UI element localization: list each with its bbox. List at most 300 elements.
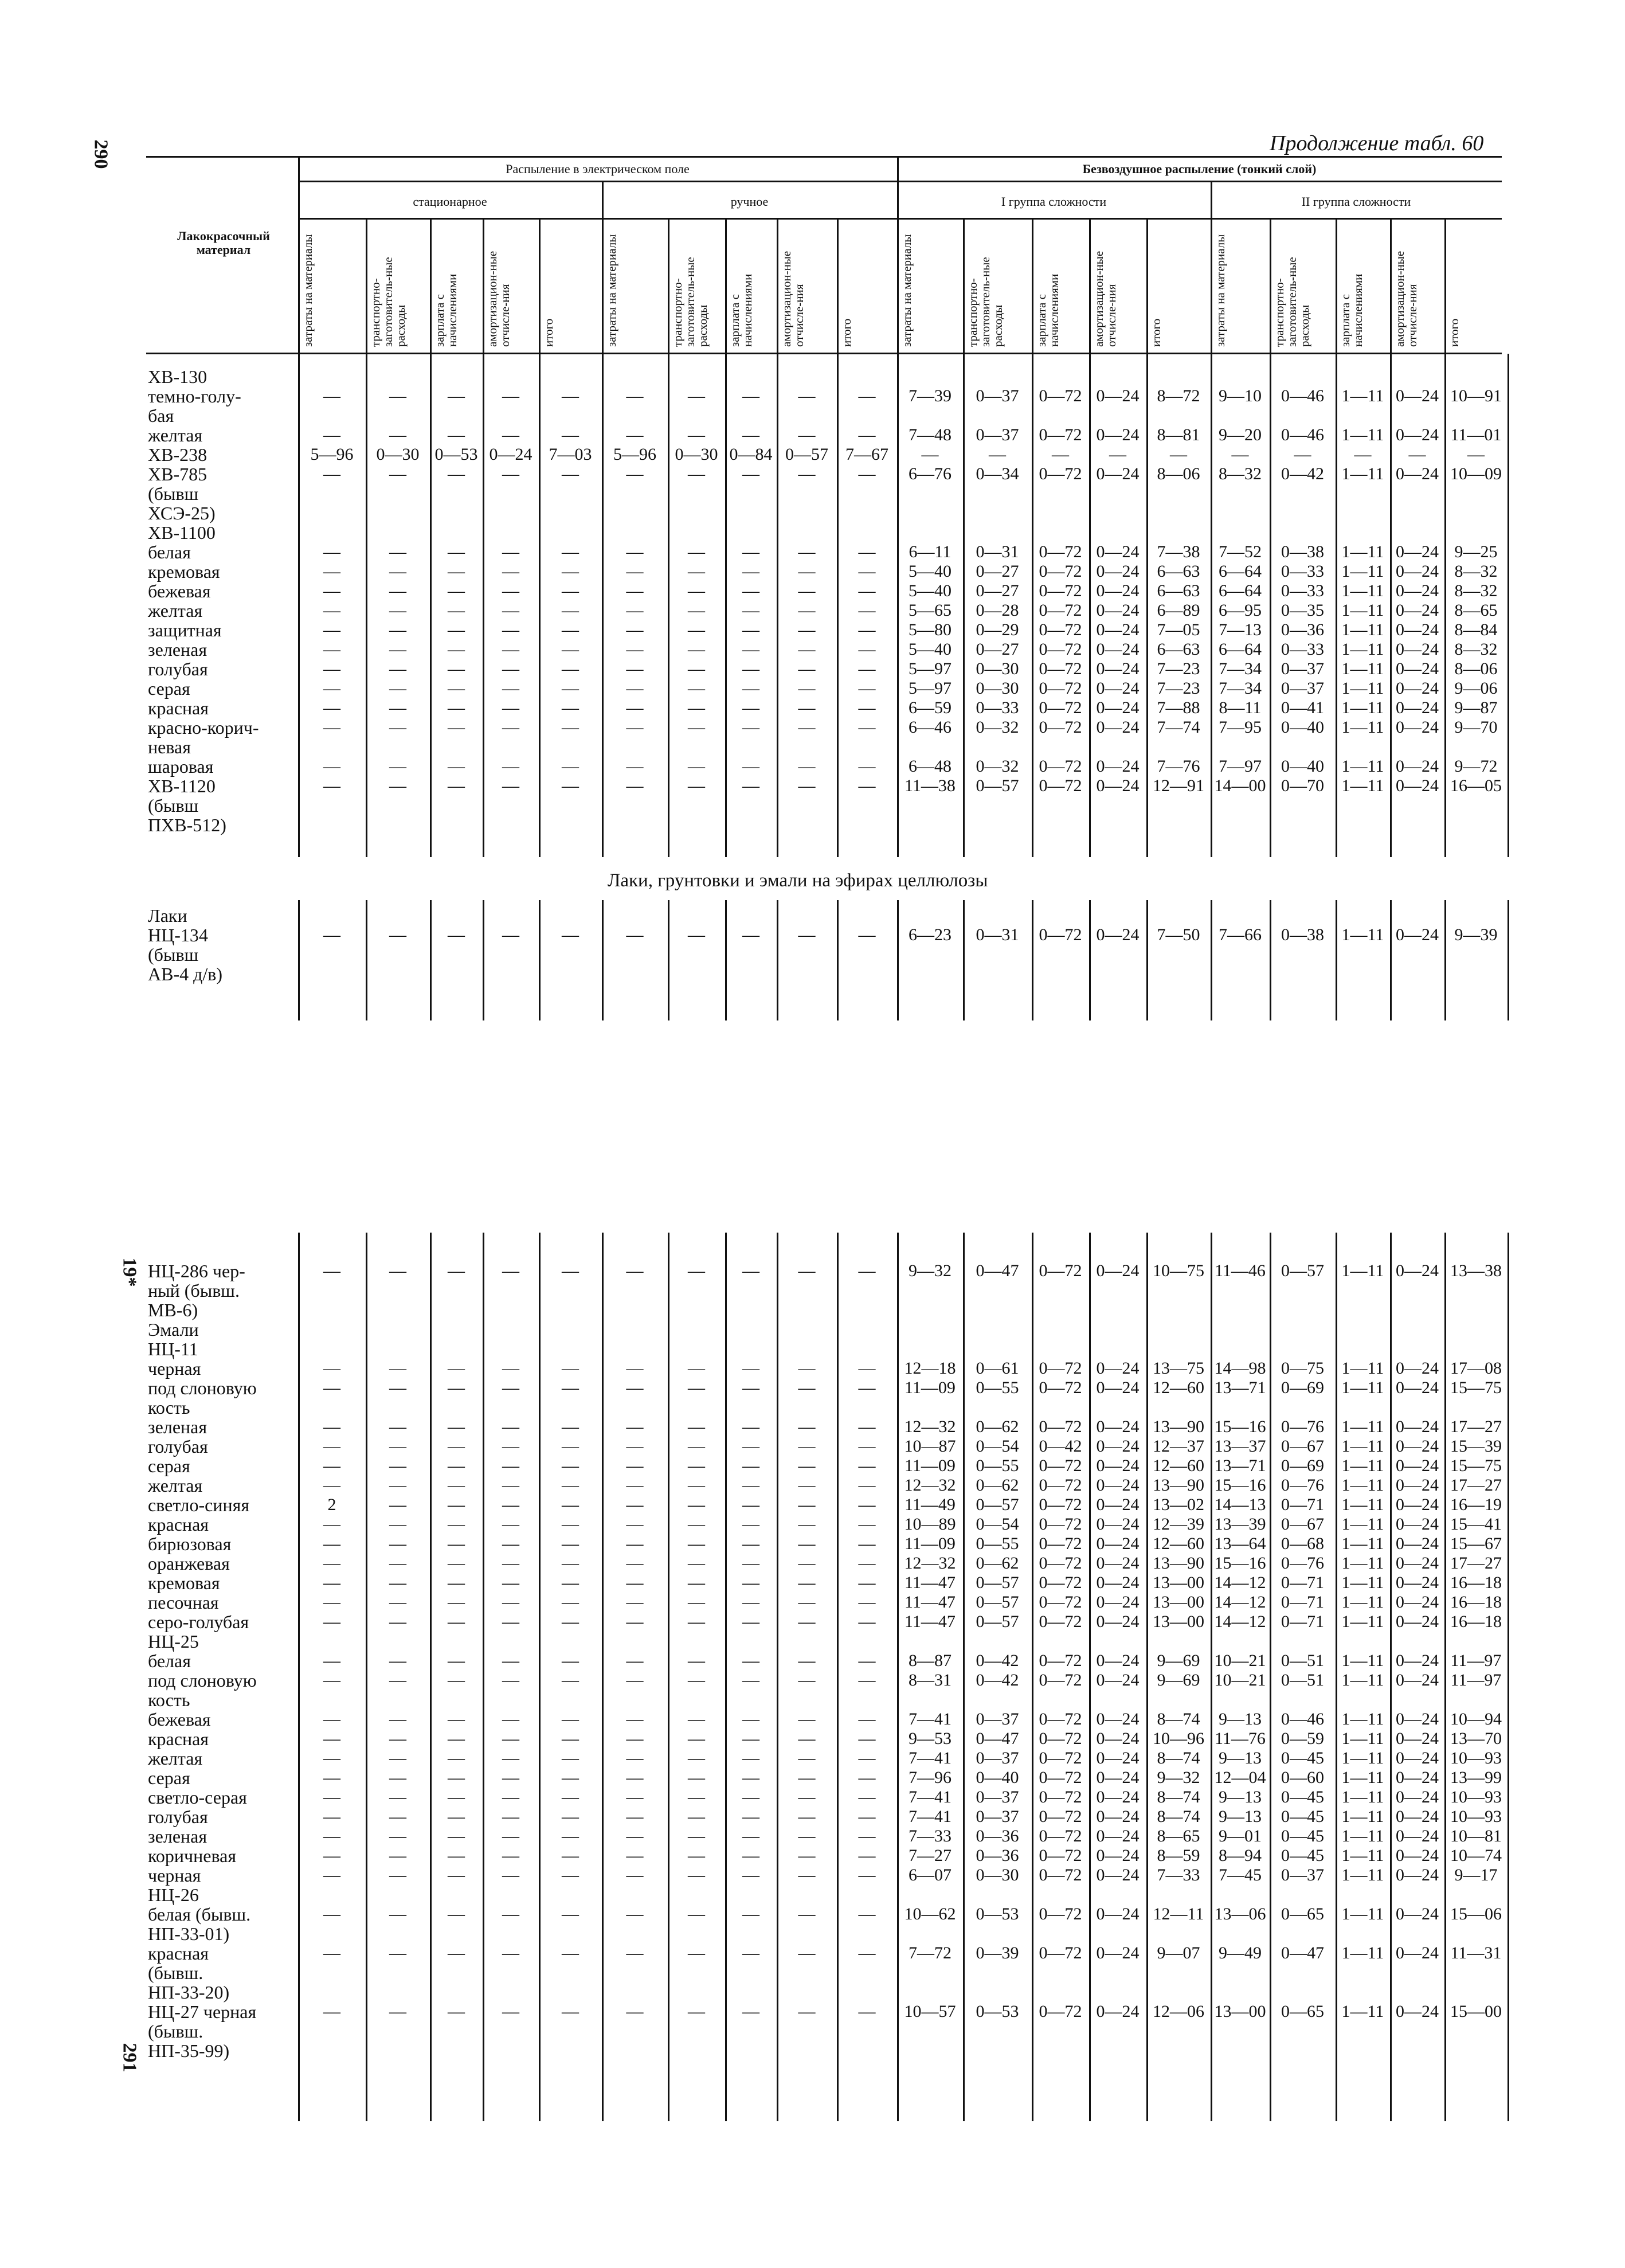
table-cell: 0—31 [976,542,1019,561]
table-cell: 9—53 [909,1729,951,1748]
table-cell: 0—71 [1281,1593,1324,1612]
table-cell: 7—34 [1219,679,1262,698]
table-cell: 9—87 [1454,698,1498,717]
table-cell: — [323,1827,340,1845]
table-cell: 13—64 [1214,1534,1266,1553]
table-cell: — [688,1768,705,1787]
body-column-divider [1211,1233,1212,2121]
table-cell: — [858,1710,876,1729]
table-cell: — [502,1827,519,1845]
table-cell: — [688,1456,705,1475]
table-cell: — [448,1261,465,1280]
body-column-divider [668,1233,669,2121]
table-cell: — [798,1749,816,1768]
body-column-divider [298,1233,300,2121]
table-cell: 0—24 [1096,1651,1140,1670]
table-cell: 0—32 [976,757,1019,776]
table-cell: 12—60 [1153,1378,1204,1397]
table-cell: — [798,620,816,639]
table-cell: 0—24 [1396,1515,1439,1534]
table-cell: 0—71 [1281,1573,1324,1592]
table-cell: 0—76 [1281,1554,1324,1573]
table-cell: — [742,620,759,639]
table-cell: — [798,1554,816,1573]
table-cell: — [989,445,1006,464]
table-cell: — [448,1866,465,1884]
table-cell: 0—24 [1096,1729,1140,1748]
table-cell: 9—25 [1454,542,1498,561]
table-cell: 17—27 [1450,1554,1502,1573]
body-column-divider [602,1233,604,2121]
table-cell: — [688,757,705,776]
table-cell: — [389,1495,406,1514]
table-cell: 0—30 [376,445,420,464]
table-cell: 0—24 [1096,1534,1140,1553]
table-cell: 0—31 [976,925,1019,944]
table-cell: — [688,1807,705,1826]
row-label: белая (бывш. [148,1904,251,1925]
table-cell: — [688,620,705,639]
row-label: белая [148,1651,191,1671]
table-cell: — [448,776,465,795]
body-column-divider [777,1233,778,2121]
table-cell: — [448,581,465,600]
table-cell: 11—38 [904,776,956,795]
body-column-divider [1507,1233,1509,2121]
table-cell: 0—72 [1039,562,1082,581]
table-cell: — [858,679,876,698]
body-column-divider [539,1233,541,2121]
table-cell: — [626,1515,644,1534]
table-cell: 0—24 [1096,1476,1140,1495]
column-header: транспортно-заготовитель-ные расходы [1272,257,1312,347]
table-cell: — [389,1866,406,1884]
table-cell: 2 [327,1495,336,1514]
table-cell: — [798,1651,816,1670]
row-label: серая [148,1456,190,1476]
table-cell: 14—00 [1214,776,1266,795]
table-cell: — [742,659,759,678]
table-cell: 8—87 [909,1651,951,1670]
table-cell: — [562,1261,579,1280]
table-cell: — [858,925,876,944]
table-cell: 9—69 [1157,1671,1200,1690]
table-cell: 7—45 [1219,1866,1262,1884]
table-cell: 8—81 [1157,425,1200,444]
table-cell: 8—74 [1157,1807,1200,1826]
table-cell: — [858,1729,876,1748]
row-label: (бывш [148,944,199,965]
table-cell: — [626,698,644,717]
table-cell: 5—40 [909,581,951,600]
body-column-divider [298,900,300,1020]
table-cell: 1—11 [1341,464,1384,483]
table-cell: 7—50 [1157,925,1200,944]
table-cell: 9—39 [1454,925,1498,944]
table-cell: 1—11 [1341,1534,1384,1553]
body-column-divider [777,354,778,857]
table-cell: 0—24 [1096,640,1140,659]
table-cell: 12—60 [1153,1534,1204,1553]
table-cell: 11—76 [1215,1729,1266,1748]
table-cell: — [688,1417,705,1436]
table-cell: — [448,1554,465,1573]
table-cell: 0—24 [1396,679,1439,698]
header-column-divider [539,218,541,353]
table-cell: — [798,1827,816,1845]
row-label: желтая [148,1748,203,1769]
table-cell: 0—67 [1281,1437,1324,1456]
table-cell: — [389,1554,406,1573]
header-column-divider [483,218,484,353]
table-cell: 9—07 [1157,1944,1200,1962]
table-cell: — [389,386,406,405]
body-column-divider [963,900,965,1020]
table-cell: 6—23 [909,925,951,944]
table-cell: — [502,1768,519,1787]
table-cell: — [798,1671,816,1690]
row-label: черная [148,1865,201,1886]
table-cell: 0—62 [976,1476,1019,1495]
table-cell: 0—24 [1396,1944,1439,1962]
table-cell: 0—24 [1096,1359,1140,1378]
table-cell: — [389,1807,406,1826]
table-cell: — [688,562,705,581]
row-label: серая [148,678,190,699]
table-cell: — [502,1573,519,1592]
table-cell: — [389,1612,406,1631]
table-cell: 0—36 [1281,620,1324,639]
table-cell: 1—11 [1341,1768,1384,1787]
table-cell: 11—97 [1450,1671,1502,1690]
table-cell: 15—67 [1450,1534,1502,1553]
table-cell: — [742,1612,759,1631]
table-cell: — [562,1768,579,1787]
table-cell: — [626,1534,644,1553]
table-cell: — [389,925,406,944]
table-cell: 8—65 [1157,1827,1200,1845]
table-cell: — [323,1476,340,1495]
table-cell: — [502,1359,519,1378]
table-cell: 0—24 [1396,925,1439,944]
table-cell: — [502,1651,519,1670]
row-label: серо-голубая [148,1612,249,1632]
table-cell: — [502,601,519,620]
table-cell: 0—72 [1039,1749,1082,1768]
table-cell: 0—76 [1281,1476,1324,1495]
header-column-divider [1032,218,1033,353]
table-cell: 0—24 [1096,542,1140,561]
table-cell: 13—00 [1153,1593,1204,1612]
table-cell: 0—24 [1396,1710,1439,1729]
table-cell: 12—91 [1153,776,1204,795]
table-cell: — [389,776,406,795]
table-cell: — [448,1749,465,1768]
table-cell: 1—11 [1341,1554,1384,1573]
column-header: затраты на материалы [1213,234,1227,347]
table-cell: — [742,679,759,698]
table-cell: 0—24 [1096,581,1140,600]
row-label: Эмали [148,1319,199,1340]
table-cell: 0—24 [1396,698,1439,717]
table-cell: 9—69 [1157,1651,1200,1670]
table-cell: — [626,1495,644,1514]
table-cell: — [626,1417,644,1436]
row-label: НЦ-286 чер- [148,1261,245,1281]
table-cell: 0—37 [976,1710,1019,1729]
body-column-divider [1390,900,1392,1020]
table-cell: 0—72 [1039,464,1082,483]
table-cell: 0—24 [1096,1905,1140,1923]
table-cell: — [562,1729,579,1748]
table-cell: 6—95 [1219,601,1262,620]
table-cell: — [798,1866,816,1884]
table-cell: 1—11 [1341,1651,1384,1670]
row-label: бая [148,405,174,426]
table-cell: 0—30 [976,679,1019,698]
table-cell: 1—11 [1341,925,1384,944]
table-cell: — [562,1651,579,1670]
table-cell: 1—11 [1341,1710,1384,1729]
row-label: НП-33-20) [148,1982,230,2003]
table-cell: 10—87 [904,1437,956,1456]
table-cell: — [798,776,816,795]
body-column-divider [1270,900,1271,1020]
table-cell: — [1109,445,1126,464]
table-cell: — [323,464,340,483]
row-label: черная [148,1358,201,1379]
body-column-divider [1507,900,1509,1020]
table-cell: 12—04 [1214,1768,1266,1787]
table-cell: — [742,1905,759,1923]
table-cell: 0—35 [1281,601,1324,620]
table-cell: 9—06 [1454,679,1498,698]
body-column-divider [430,1233,432,2121]
table-cell: — [502,1417,519,1436]
table-cell: 0—75 [1281,1359,1324,1378]
row-label: АВ-4 д/в) [148,964,223,984]
table-cell: — [688,581,705,600]
table-cell: 1—11 [1341,1807,1384,1826]
table-cell: — [798,757,816,776]
table-cell: — [502,1495,519,1514]
table-cell: — [323,1846,340,1865]
table-cell: — [798,1807,816,1826]
body-column-divider [963,354,965,857]
table-cell: 0—72 [1039,1612,1082,1631]
table-cell: 0—24 [1396,718,1439,737]
table-cell: 0—68 [1281,1534,1324,1553]
table-cell: — [858,1573,876,1592]
table-cell: — [798,1417,816,1436]
table-cell: 0—42 [1281,464,1324,483]
table-cell: — [858,1768,876,1787]
column-header: амортизацион-ные отчисле-ния [1393,251,1420,347]
table-cell: — [323,1378,340,1397]
table-cell: — [626,1261,644,1280]
table-cell: — [389,718,406,737]
table-cell: — [688,1710,705,1729]
row-label: красно-корич- [148,717,259,738]
row-label: НЦ-25 [148,1631,199,1652]
table-cell: 1—11 [1341,1671,1384,1690]
section-title: Лаки, грунтовки и эмали на эфирах целлюлозы [608,870,988,891]
row-label: (бывш. [148,1962,203,1983]
table-cell: — [742,925,759,944]
table-cell: 0—24 [1096,757,1140,776]
table-cell: 0—24 [1096,425,1140,444]
table-cell: — [688,1905,705,1923]
row-label: коричневая [148,1845,237,1866]
table-cell: — [798,581,816,600]
table-cell: 0—41 [1281,698,1324,717]
table-cell: 11—09 [904,1534,956,1553]
table-cell: 1—11 [1341,757,1384,776]
table-cell: — [626,1554,644,1573]
table-cell: 7—66 [1219,925,1262,944]
table-cell: — [858,1905,876,1923]
table-cell: 10—21 [1214,1651,1266,1670]
table-cell: — [389,1749,406,1768]
table-cell: 0—38 [1281,925,1324,944]
table-cell: — [626,1710,644,1729]
table-cell: 0—24 [1396,1905,1439,1923]
table-cell: 0—72 [1039,1846,1082,1865]
table-cell: 16—18 [1450,1593,1502,1612]
table-cell: — [562,1476,579,1495]
table-cell: — [448,1378,465,1397]
table-cell: 0—72 [1039,776,1082,795]
table-cell: 0—24 [1396,640,1439,659]
table-continuation-title: Продолжение табл. 60 [1270,131,1484,155]
table-cell: — [858,1944,876,1962]
table-cell: 0—72 [1039,1866,1082,1884]
table-cell: — [389,1359,406,1378]
table-cell: — [626,1612,644,1631]
body-column-divider [837,900,839,1020]
table-cell: — [688,1437,705,1456]
table-cell: 0—45 [1281,1807,1324,1826]
table-cell: — [858,562,876,581]
row-label: красная [148,698,209,718]
table-cell: 0—24 [1096,1261,1140,1280]
sub-manual-header: ручное [730,194,769,209]
row-label: красная [148,1514,209,1535]
table-cell: 0—42 [976,1651,1019,1670]
table-cell: 0—38 [1281,542,1324,561]
table-cell: — [742,1573,759,1592]
table-cell: — [562,542,579,561]
table-cell: — [742,425,759,444]
table-cell: — [448,1593,465,1612]
table-cell: 1—11 [1341,542,1384,561]
table-cell: 0—24 [1096,1456,1140,1475]
table-cell: — [798,1261,816,1280]
table-cell: 0—24 [1096,1437,1140,1456]
table-cell: — [562,679,579,698]
table-cell: — [858,1476,876,1495]
table-cell: 9—13 [1219,1807,1262,1826]
table-cell: 0—33 [1281,581,1324,600]
table-cell: 0—72 [1039,1476,1082,1495]
table-cell: — [858,776,876,795]
table-cell: — [562,620,579,639]
table-cell: 7—33 [1157,1866,1200,1884]
row-label: ный (бывш. [148,1280,240,1301]
table-cell: — [688,1749,705,1768]
table-cell: 0—71 [1281,1612,1324,1631]
table-cell: 0—37 [1281,679,1324,698]
table-cell: — [1467,445,1485,464]
table-cell: — [389,620,406,639]
body-column-divider [1270,354,1271,857]
table-cell: — [742,1788,759,1806]
table-cell: — [798,562,816,581]
table-cell: 0—24 [1096,718,1140,737]
body-column-divider [1336,1233,1337,2121]
table-cell: 13—06 [1214,1905,1266,1923]
table-cell: — [626,1944,644,1962]
table-cell: 0—51 [1281,1651,1324,1670]
table-cell: 0—30 [976,659,1019,678]
table-cell: — [626,601,644,620]
table-cell: 11—47 [904,1593,956,1612]
table-cell: 0—24 [1096,776,1140,795]
table-cell: — [688,679,705,698]
table-cell: 0—24 [1396,1788,1439,1806]
table-cell: — [742,640,759,659]
table-cell: 12—06 [1153,2002,1204,2021]
table-cell: — [798,659,816,678]
table-cell: 0—39 [976,1944,1019,1962]
row-label: кость [148,1690,190,1710]
row-label: светло-синяя [148,1495,250,1515]
table-cell: 0—37 [976,1788,1019,1806]
table-cell: 1—11 [1341,698,1384,717]
table-cell: 0—72 [1039,1515,1082,1534]
header-subgroup-rule [298,218,1502,220]
table-cell: — [389,1710,406,1729]
table-cell: 0—54 [976,1515,1019,1534]
table-cell: 7—33 [909,1827,951,1845]
table-cell: 12—32 [904,1554,956,1573]
table-cell: — [562,1573,579,1592]
table-cell: — [562,1359,579,1378]
table-cell: — [798,1846,816,1865]
table-cell: 7—23 [1157,659,1200,678]
table-cell: — [389,659,406,678]
table-cell: — [448,1359,465,1378]
table-cell: — [502,757,519,776]
header-column-divider [777,218,778,353]
table-cell: — [858,620,876,639]
table-cell: 6—76 [909,464,951,483]
table-cell: 7—03 [549,445,592,464]
body-column-divider [668,900,669,1020]
table-cell: 0—42 [976,1671,1019,1690]
body-column-divider [1390,354,1392,857]
table-cell: 0—24 [1396,464,1439,483]
table-cell: — [742,2002,759,2021]
table-cell: — [858,1788,876,1806]
table-cell: — [626,925,644,944]
table-cell: — [626,1846,644,1865]
table-cell: 8—84 [1454,620,1498,639]
table-cell: — [323,659,340,678]
table-cell: 13—71 [1214,1456,1266,1475]
table-cell: — [389,1476,406,1495]
body-column-divider [1390,1233,1392,2121]
